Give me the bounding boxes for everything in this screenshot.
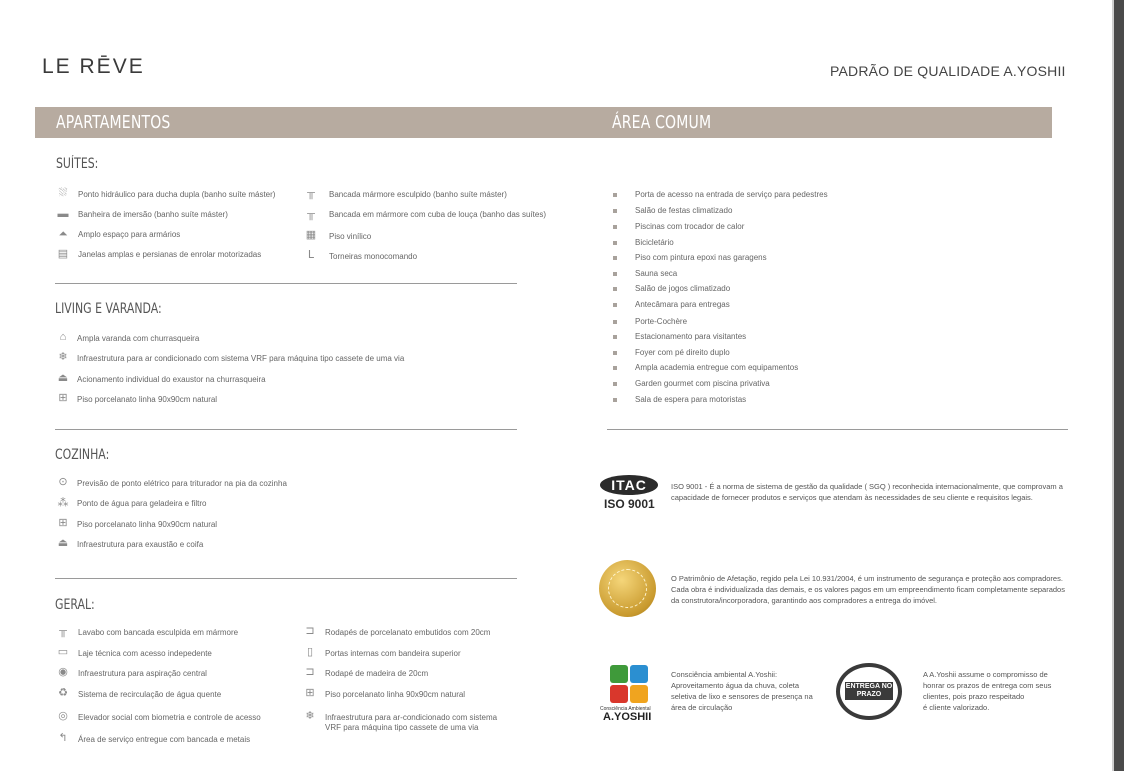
eco-logo-icon [610, 665, 648, 703]
hood-icon: ⏏ [57, 372, 69, 384]
cozinha-item: Previsão de ponto elétrico para triturador na pia da cozinha [77, 479, 287, 488]
itac-oval: ITAC [600, 475, 658, 495]
ambiental-text-line: Consciência ambiental A.Yoshii: [671, 670, 778, 679]
itac-text-line: capacidade de fornecer produtos e serviços que atendam às necessidades de seu cliente e requisitos legais. [671, 493, 1033, 502]
ambiental-text-line: área de circulação [671, 703, 733, 712]
suites-item: Janelas amplas e persianas de enrolar motorizadas [78, 250, 262, 259]
section-band [35, 107, 1052, 138]
list-item: Sauna seca [635, 269, 678, 278]
cozinha-item: Infraestrutura para exaustão e coifa [77, 540, 204, 549]
divider [55, 429, 517, 430]
sink-counter-icon: ╥ [307, 187, 315, 199]
geral-item: Infraestrutura para aspiração central [78, 669, 207, 678]
sink-counter-icon: ╥ [59, 625, 67, 637]
suites-item: Bancada mármore esculpido (banho suíte máster) [329, 190, 507, 199]
list-bullet [613, 209, 617, 213]
cozinha-item: Ponto de água para geladeira e filtro [77, 499, 207, 508]
list-bullet [613, 193, 617, 197]
list-item: Bicicletário [635, 238, 674, 247]
tile-icon: ⊞ [58, 517, 68, 529]
patrimonio-seal-icon [599, 560, 656, 617]
outlet-icon: ⊙ [58, 476, 68, 488]
itac-logo [600, 475, 658, 513]
blinds-icon: ▤ [57, 248, 69, 260]
geral-item: Área de serviço entregue com bancada e metais [78, 735, 251, 744]
eco-brand: A.YOSHII [603, 711, 652, 723]
list-bullet [613, 366, 617, 370]
list-bullet [613, 272, 617, 276]
suites-item: Torneiras monocomando [329, 252, 418, 261]
list-item: Salão de festas climatizado [635, 206, 733, 215]
patrimonio-text-line: da construtora/incorporadora, garantindo aos compradores a entrega do imóvel. [671, 596, 937, 605]
list-bullet [613, 287, 617, 291]
suites-item: Piso vinílico [329, 232, 372, 241]
divider [607, 429, 1068, 430]
logo: LE RĒVE [42, 55, 145, 78]
suites-item: Ponto hidráulico para ducha dupla (banho suíte máster) [78, 190, 276, 199]
geral-item: Laje técnica com acesso indepedente [78, 649, 212, 658]
living-item: Infraestrutura para ar condicionado com sistema VRF para máquina tipo cassete de uma via [77, 354, 405, 363]
list-bullet [613, 241, 617, 245]
suites-item: Amplo espaço para armários [78, 230, 181, 239]
list-item: Piscinas com trocador de calor [635, 222, 745, 231]
prazo-text-line: A A.Yoshii assume o compromisso de [923, 670, 1048, 679]
door-icon: ▯ [306, 646, 314, 658]
area-comum-title: ÁREA COMUM [612, 112, 712, 133]
water-drop-icon [630, 665, 648, 683]
vacuum-icon: ◉ [58, 666, 68, 678]
geral-item: Rodapé de madeira de 20cm [325, 669, 429, 678]
suites-item: Bancada em mármore com cuba de louça (banho das suítes) [329, 210, 547, 219]
tap-icon: ↰ [58, 732, 68, 744]
tile-icon: ⊞ [58, 392, 68, 404]
geral-item: Elevador social com biometria e controle de acesso [78, 713, 261, 722]
patrimonio-text-line: Cada obra é individualizada das demais, e os valores pagos em um empreendimento ficam completamente separados [671, 585, 1065, 594]
baseboard-icon: ⊐ [305, 625, 315, 637]
stamp-label: ENTREGA NO PRAZO [845, 683, 893, 698]
divider [55, 283, 517, 284]
lightbulb-icon [630, 685, 648, 703]
suites-title: SUÍTES: [56, 156, 99, 172]
list-item: Ampla academia entregue com equipamentos [635, 363, 799, 372]
faucet-icon: ᒪ [307, 249, 315, 261]
list-item: Foyer com pé direito duplo [635, 348, 730, 357]
list-bullet [613, 320, 617, 324]
snowflake-icon: ❄ [58, 351, 68, 363]
list-bullet [613, 225, 617, 229]
iso-label: ISO 9001 [604, 497, 655, 511]
shower-icon: ⛆ [58, 187, 68, 199]
list-item: Estacionamento para visitantes [635, 332, 747, 341]
baseboard-icon: ⊐ [305, 666, 315, 678]
quality-heading: PADRÃO DE QUALIDADE A.YOSHII [830, 63, 1066, 79]
geral-item: Piso porcelanato linha 90x90cm natural [325, 690, 466, 699]
geral-item: Infraestrutura para ar-condicionado com sistema [325, 713, 498, 722]
list-item: Porte-Cochère [635, 317, 688, 326]
geral-item-line2: VRF para máquina tipo cassete de uma via [325, 723, 479, 732]
geral-item: Sistema de recirculação de água quente [78, 690, 222, 699]
water-drops-icon: ⁂ [57, 497, 69, 509]
living-title: LIVING E VARANDA: [55, 301, 162, 317]
geral-item: Rodapés de porcelanato embutidos com 20cm [325, 628, 491, 637]
list-item: Garden gourmet com piscina privativa [635, 379, 770, 388]
patrimonio-text-line: O Patrimônio de Afetação, regido pela Lei 10.931/2004, é um instrumento de segurança e proteção aos compradores. [671, 574, 1063, 583]
itac-text-line: ISO 9001 - É a norma de sistema de gestão da qualidade ( SGQ ) reconhecida internacionalmente, que comprovam a [671, 482, 1063, 491]
list-bullet [613, 382, 617, 386]
geral-item: Portas internas com bandeira superior [325, 649, 461, 658]
list-item: Antecâmara para entregas [635, 300, 730, 309]
hanger-icon: ⏶ [58, 228, 68, 240]
list-bullet [613, 303, 617, 307]
grill-icon: ⌂ [59, 331, 67, 343]
geral-title: GERAL: [55, 597, 95, 613]
cozinha-item: Piso porcelanato linha 90x90cm natural [77, 520, 218, 529]
list-bullet [613, 398, 617, 402]
ambiental-text-line: Aproveitamento água da chuva, coleta [671, 681, 800, 690]
ambiental-text-line: seletiva de lixo e sensores de presença na [671, 692, 813, 701]
apartamentos-title: APARTAMENTOS [56, 112, 171, 133]
suites-item: Banheira de imersão (banho suíte máster) [78, 210, 228, 219]
eco-small-label: Consciência Ambiental [600, 706, 651, 712]
prazo-text-line: clientes, pois prazo respeitado [923, 692, 1025, 701]
list-item: Porta de acesso na entrada de serviço para pedestres [635, 190, 828, 199]
bathtub-icon: ▬ [57, 208, 69, 220]
list-item: Sala de espera para motoristas [635, 395, 747, 404]
recirculation-icon: ♻ [58, 687, 68, 699]
slab-icon: ▭ [57, 646, 69, 658]
geral-item: Lavabo com bancada esculpida em mármore [78, 628, 239, 637]
prazo-text-line: honrar os prazos de entrega com seus [923, 681, 1052, 690]
living-item: Ampla varanda com churrasqueira [77, 334, 200, 343]
recycle-icon [610, 685, 628, 703]
fingerprint-icon: ◎ [58, 710, 68, 722]
list-bullet [613, 335, 617, 339]
prazo-text-line: é cliente valorizado. [923, 703, 990, 712]
snowflake-icon: ❄ [305, 710, 315, 722]
leaf-icon [610, 665, 628, 683]
sink-counter-icon: ╥ [307, 208, 315, 220]
list-bullet [613, 256, 617, 260]
list-bullet [613, 351, 617, 355]
tile-icon: ⊞ [305, 687, 315, 699]
cozinha-title: COZINHA: [55, 447, 110, 463]
living-item: Acionamento individual do exaustor na churrasqueira [77, 375, 266, 384]
divider [55, 578, 517, 579]
living-item: Piso porcelanato linha 90x90cm natural [77, 395, 218, 404]
hood-icon: ⏏ [57, 537, 69, 549]
page-edge [1114, 0, 1124, 771]
list-item: Salão de jogos climatizado [635, 284, 731, 293]
vinyl-floor-icon: ▦ [305, 229, 317, 241]
list-item: Piso com pintura epoxi nas garagens [635, 253, 767, 262]
